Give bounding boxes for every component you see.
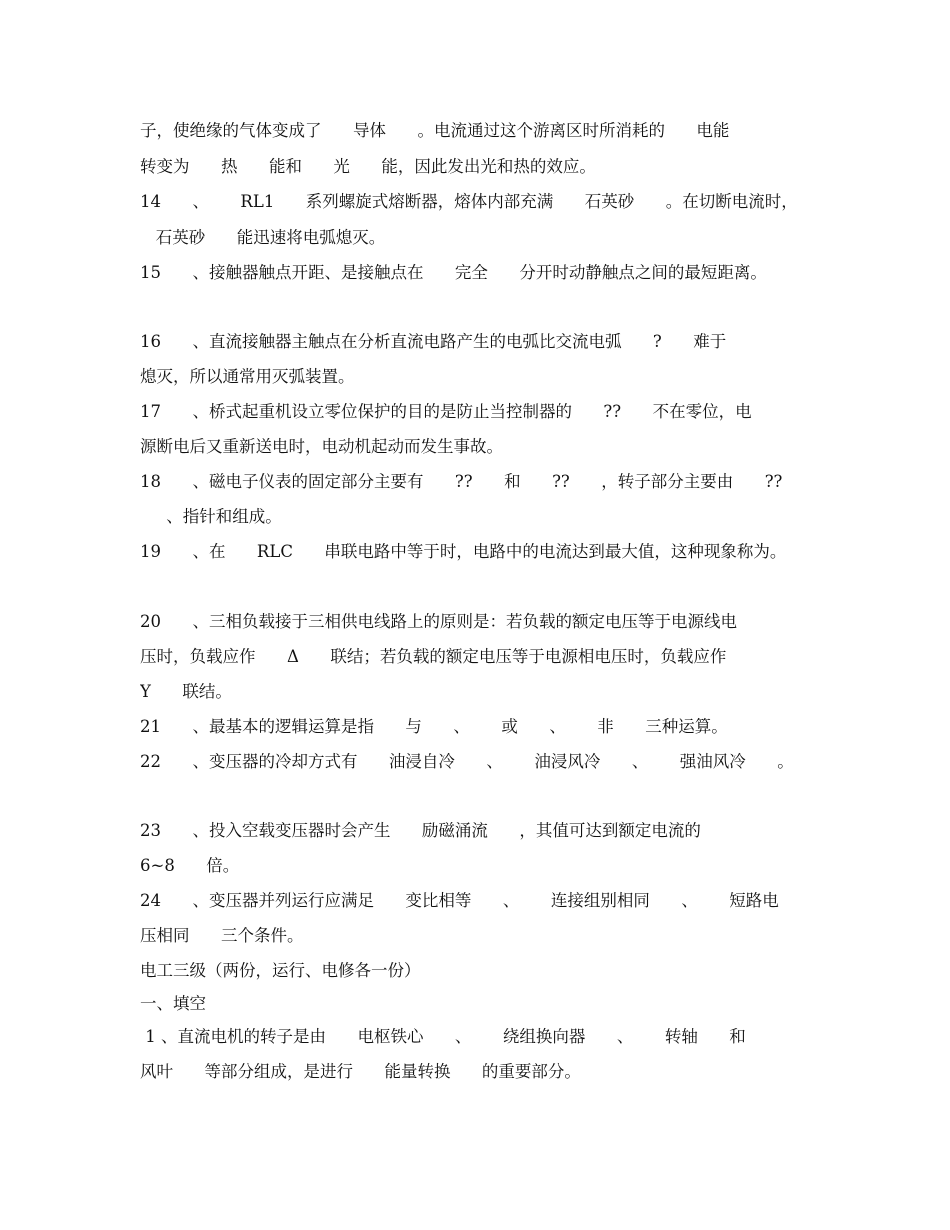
section-subheading: 一、填空 (140, 994, 206, 1013)
text-line: 14 、 RL1 系列螺旋式熔断器，熔体内部充满 石英砂 。在切断电流时， (140, 192, 798, 211)
text-line: 20 、三相负载接于三相供电线路上的原则是：若负载的额定电压等于电源线电 (140, 612, 737, 631)
text-line: 石英砂 能迅速将电弧熄灭。 (140, 228, 386, 247)
text-line: 压时，负载应作 Δ 联结；若负载的额定电压等于电源相电压时，负载应作 (140, 647, 727, 666)
text-line: 21 、最基本的逻辑运算是指 与 、 或 、 非 三种运算。 (140, 717, 728, 736)
text-line: Y 联结。 (140, 682, 232, 701)
section-heading: 电工三级（两份，运行、电修各一份） (140, 961, 421, 980)
text-line: 子，使绝缘的气体变成了 导体 。电流通过这个游离区时所消耗的 电能 (140, 121, 730, 140)
text-line: 熄灭，所以通常用灭弧装置。 (140, 367, 355, 386)
text-line: 源断电后又重新送电时，电动机起动而发生事故。 (140, 437, 503, 456)
text-line: 19 、在 RLC 串联电路中等于时，电路中的电流达到最大值，这种现象称为。 (140, 542, 787, 561)
text-line: 22 、变压器的冷却方式有 油浸自冷 、 油浸风冷 、 强油风冷 。 (140, 752, 794, 771)
text-line: 17 、桥式起重机设立零位保护的目的是防止当控制器的 ?? 不在零位，电 (140, 402, 752, 421)
text-line: 、指针和组成。 (140, 507, 282, 526)
text-line: 6~8 倍。 (140, 856, 240, 875)
text-line: 18 、磁电子仪表的固定部分主要有 ?? 和 ?? ，转子部分主要由 ?? (140, 472, 783, 491)
text-line: 1 、直流电机的转子是由 电枢铁心 、 绕组换向器 、 转轴 和 (140, 1027, 746, 1046)
text-line: 23 、投入空载变压器时会产生 励磁涌流 ，其值可达到额定电流的 (140, 821, 701, 840)
text-line: 风叶 等部分组成，是进行 能量转换 的重要部分。 (140, 1062, 581, 1081)
text-line: 24 、变压器并列运行应满足 变比相等 、 连接组别相同 、 短路电 (140, 891, 779, 910)
text-line: 转变为 热 能和 光 能，因此发出光和热的效应。 (140, 157, 596, 176)
text-line: 16 、直流接触器主触点在分析直流电路产生的电弧比交流电弧 ? 难于 (140, 332, 727, 351)
text-line: 15 、接触器触点开距、是接触点在 完全 分开时动静触点之间的最短距离。 (140, 263, 767, 282)
text-line: 压相同 三个条件。 (140, 926, 304, 945)
